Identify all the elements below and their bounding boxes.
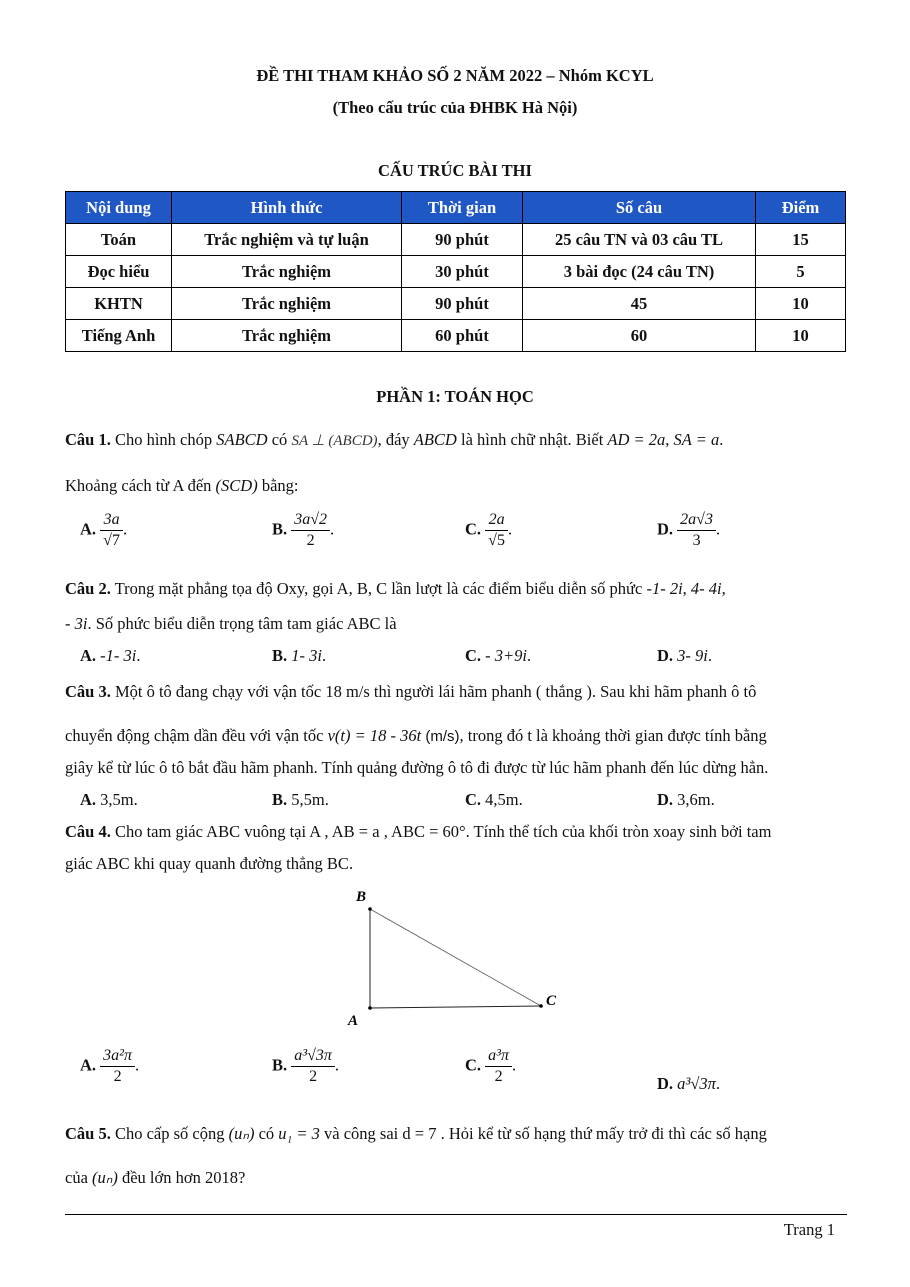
table-cell: Trắc nghiệm bbox=[172, 256, 402, 288]
question-text: có bbox=[254, 1124, 279, 1143]
table-row bbox=[66, 256, 846, 288]
option-label: C. bbox=[465, 646, 482, 665]
table-cell: 60 bbox=[523, 320, 756, 352]
numerator: a³√3π bbox=[294, 1047, 332, 1064]
q1-option-a[interactable]: A. $\frac{3a}{√7}$ . bbox=[80, 511, 128, 549]
option-label: B. bbox=[272, 1055, 288, 1075]
q1-option-b[interactable]: B. $\frac{3a√2}{2}$ . bbox=[272, 511, 335, 549]
table-cell: 45 bbox=[523, 288, 756, 320]
option-label: C. bbox=[465, 790, 482, 809]
option-label: A. bbox=[80, 519, 97, 539]
table-cell: Trắc nghiệm và tự luận bbox=[172, 224, 402, 256]
side-ac bbox=[370, 1006, 541, 1008]
q3-option-a[interactable] bbox=[80, 790, 138, 810]
table-header-cell: Số câu bbox=[523, 192, 756, 224]
table-cell: 90 phút bbox=[402, 224, 523, 256]
table-cell: 30 phút bbox=[402, 256, 523, 288]
option-label: B. bbox=[272, 519, 288, 539]
pyramid-name: SABCD bbox=[216, 430, 268, 449]
question-3-line2 bbox=[65, 720, 847, 753]
first-term: u₁ = 3 bbox=[278, 1124, 320, 1143]
q2-option-a[interactable]: A. -1- 3i. bbox=[80, 646, 141, 665]
table-cell: KHTN bbox=[66, 288, 172, 320]
vertex-c bbox=[539, 1004, 543, 1008]
question-text: Cho cấp số cộng bbox=[110, 1124, 229, 1143]
option-label: D. bbox=[657, 1074, 674, 1093]
triangle-figure bbox=[340, 882, 570, 1032]
question-text: , đáy bbox=[377, 430, 414, 449]
fraction bbox=[291, 510, 330, 551]
question-text: Khoảng cách từ A đến bbox=[65, 476, 216, 495]
question-text: giác ABC khi quay quanh đường thẳng BC. bbox=[65, 854, 354, 873]
option-label: B. bbox=[272, 790, 288, 809]
q3-option-c[interactable] bbox=[465, 790, 523, 810]
table-row bbox=[66, 288, 846, 320]
table-cell: Trắc nghiệm bbox=[172, 320, 402, 352]
q1-option-c[interactable]: C. $\frac{2a}{√5}$ . bbox=[465, 511, 513, 549]
question-text: . Số phức biểu diễn trọng tâm tam giác ABC là bbox=[87, 614, 397, 633]
option-label: D. bbox=[657, 790, 674, 809]
option-label: D. bbox=[657, 646, 674, 665]
ad-condition: AD = 2a bbox=[607, 430, 666, 449]
question-text: , trong đó t là khoảng thời gian được tính bằng bbox=[459, 726, 767, 745]
option-label: D. bbox=[657, 519, 674, 539]
q4-option-c[interactable]: C. $\frac{\text{a³π}}{2}$ . bbox=[465, 1047, 517, 1085]
numerator: 2a bbox=[488, 511, 505, 528]
question-4-line2 bbox=[65, 848, 847, 880]
fraction bbox=[100, 510, 123, 551]
denominator: 2 bbox=[100, 1066, 135, 1087]
question-text: Một ô tô đang chạy với vận tốc 18 m/s thì người lái hãm phanh ( thắng ). Sau khi hãm phanh ô tô bbox=[110, 682, 757, 701]
numerator: 3a√2 bbox=[294, 511, 328, 528]
table-cell: Đọc hiểu bbox=[66, 256, 172, 288]
table-cell: 5 bbox=[756, 256, 846, 288]
question-label: Câu 5. bbox=[65, 1124, 111, 1143]
part1-title: PHẦN 1: TOÁN HỌC bbox=[376, 387, 534, 406]
document-title: ĐỀ THI THAM KHẢO SỐ 2 NĂM 2022 – Nhóm KCYL bbox=[256, 66, 654, 85]
table-cell: 10 bbox=[756, 320, 846, 352]
numerator: 2a√3 bbox=[680, 511, 713, 528]
question-1 bbox=[65, 424, 847, 457]
option-value: 1- 3i bbox=[291, 646, 322, 665]
label-b: B bbox=[356, 889, 367, 905]
denominator: 2 bbox=[485, 1066, 512, 1087]
question-2 bbox=[65, 573, 847, 605]
side-bc bbox=[370, 909, 541, 1006]
question-text: của bbox=[65, 1168, 93, 1187]
complex-z1: -1- 2i bbox=[646, 579, 683, 598]
table-cell: Toán bbox=[66, 224, 172, 256]
section-title: CẤU TRÚC BÀI THI bbox=[378, 161, 532, 180]
table-cell: 15 bbox=[756, 224, 846, 256]
question-text: giây kể từ lúc ô tô bắt đầu hãm phanh. Tính quảng đường ô tô đi được từ lúc hãm phanh đến lúc dừng hẳn. bbox=[65, 758, 769, 777]
option-label: A. bbox=[80, 1055, 97, 1075]
fraction bbox=[677, 510, 716, 551]
question-text: Cho hình chóp bbox=[110, 430, 217, 449]
question-text: chuyển động chậm dần đều với vận tốc bbox=[65, 726, 328, 745]
q3-option-b[interactable] bbox=[272, 790, 329, 810]
q2-option-c[interactable]: C. - 3+9i. bbox=[465, 646, 532, 665]
question-text: bằng: bbox=[257, 476, 299, 495]
table-cell: Trắc nghiệm bbox=[172, 288, 402, 320]
denominator: 2 bbox=[291, 530, 330, 551]
table-cell: 25 câu TN và 03 câu TL bbox=[523, 224, 756, 256]
separator: . bbox=[719, 430, 724, 449]
fraction bbox=[485, 1046, 512, 1087]
numerator: 3a²π bbox=[103, 1047, 132, 1064]
question-text: Trong mặt phẳng tọa độ Oxy, gọi A, B, C lần lượt là các điểm biểu diễn số phức bbox=[110, 579, 647, 598]
option-value: 4,5m. bbox=[481, 790, 523, 809]
fraction bbox=[100, 1046, 135, 1087]
question-label: Câu 3. bbox=[65, 682, 111, 701]
table-header-row bbox=[66, 192, 846, 224]
vertex-a bbox=[368, 1006, 372, 1010]
table-cell: 3 bài đọc (24 câu TN) bbox=[523, 256, 756, 288]
page-number: Trang 1 bbox=[783, 1220, 835, 1239]
velocity-unit: (m/s) bbox=[425, 728, 460, 745]
option-value: 5,5m. bbox=[287, 790, 329, 809]
option-label: B. bbox=[272, 646, 288, 665]
denominator: 2 bbox=[291, 1066, 335, 1087]
option-label: A. bbox=[80, 646, 97, 665]
denominator: √5 bbox=[485, 530, 508, 551]
table-header-cell: Điểm bbox=[756, 192, 846, 224]
document-subtitle: (Theo cấu trúc của ĐHBK Hà Nội) bbox=[332, 98, 578, 117]
question-2-line2 bbox=[65, 608, 847, 640]
question-text: là hình chữ nhật. Biết bbox=[456, 430, 608, 449]
table-cell: 90 phút bbox=[402, 288, 523, 320]
sequence-un: (uₙ) bbox=[92, 1168, 118, 1187]
base-name: ABCD bbox=[413, 430, 457, 449]
separator: , bbox=[665, 430, 674, 449]
option-value: 3,5m. bbox=[96, 790, 138, 809]
question-text: Cho tam giác ABC vuông tại A , AB = a , ABC = 60°. Tính thể tích của khối tròn xoay sinh bởi tam bbox=[110, 822, 772, 841]
q4-option-d[interactable]: D. a³√3π. bbox=[657, 1074, 721, 1093]
complex-z2: 4- 4i bbox=[690, 579, 722, 598]
perpendicular-condition: SA ⊥ (ABCD) bbox=[291, 433, 378, 449]
sequence-un: (uₙ) bbox=[228, 1124, 255, 1143]
question-3 bbox=[65, 676, 847, 708]
option-value: a³√3π bbox=[677, 1074, 716, 1093]
table-cell: 10 bbox=[756, 288, 846, 320]
q4-option-b[interactable]: B. $\frac{\text{a³√3π}}{2}$ . bbox=[272, 1047, 339, 1085]
table-header-cell: Hình thức bbox=[172, 192, 402, 224]
table-cell: Tiếng Anh bbox=[66, 320, 172, 352]
complex-z3: - 3i bbox=[65, 614, 88, 633]
question-label: Câu 1. bbox=[65, 430, 111, 449]
exam-structure-table bbox=[65, 191, 846, 352]
option-value: - 3+9i bbox=[485, 646, 528, 665]
label-c: C bbox=[546, 993, 557, 1009]
table-header-cell: Nội dung bbox=[66, 192, 172, 224]
q4-option-a[interactable]: A. $\frac{\text{3a²π}}{2}$ . bbox=[80, 1047, 140, 1085]
numerator: 3a bbox=[103, 511, 120, 528]
question-4 bbox=[65, 816, 847, 848]
option-value: 3,6m. bbox=[673, 790, 715, 809]
velocity-formula: v(t) = 18 - 36t bbox=[327, 726, 422, 745]
question-label: Câu 4. bbox=[65, 822, 111, 841]
label-a: A bbox=[348, 1013, 359, 1029]
separator: , bbox=[682, 579, 691, 598]
fraction bbox=[485, 510, 508, 551]
fraction bbox=[291, 1046, 335, 1087]
separator: , bbox=[721, 579, 726, 598]
question-text: có bbox=[267, 430, 292, 449]
question-5 bbox=[65, 1118, 847, 1150]
question-1-line2 bbox=[65, 470, 847, 502]
vertex-b bbox=[368, 907, 372, 911]
table-header-cell: Thời gian bbox=[402, 192, 523, 224]
question-3-line3 bbox=[65, 752, 847, 784]
option-label: C. bbox=[465, 519, 482, 539]
option-value: -1- 3i bbox=[100, 646, 137, 665]
q3-option-d[interactable] bbox=[657, 790, 715, 810]
question-text: đều lớn hơn 2018? bbox=[117, 1168, 246, 1187]
table-row bbox=[66, 320, 846, 352]
option-label: A. bbox=[80, 790, 97, 809]
q1-option-d[interactable]: D. $\frac{2a√3}{3}$ . bbox=[657, 511, 721, 549]
sa-condition: SA = a bbox=[673, 430, 720, 449]
plane-scd: (SCD) bbox=[215, 476, 258, 495]
question-label: Câu 2. bbox=[65, 579, 111, 598]
question-text: và công sai d = 7 . Hỏi kể từ số hạng thứ mấy trở đi thì các số hạng bbox=[319, 1124, 767, 1143]
table-row bbox=[66, 224, 846, 256]
q2-option-d[interactable]: D. 3- 9i. bbox=[657, 646, 713, 665]
q2-option-b[interactable]: B. 1- 3i. bbox=[272, 646, 327, 665]
denominator: √7 bbox=[100, 530, 123, 551]
table-cell: 60 phút bbox=[402, 320, 523, 352]
option-label: C. bbox=[465, 1055, 482, 1075]
numerator: a³π bbox=[488, 1047, 509, 1064]
denominator: 3 bbox=[677, 530, 716, 551]
question-5-line2 bbox=[65, 1162, 847, 1194]
option-value: 3- 9i bbox=[677, 646, 708, 665]
footer-divider bbox=[65, 1214, 847, 1215]
